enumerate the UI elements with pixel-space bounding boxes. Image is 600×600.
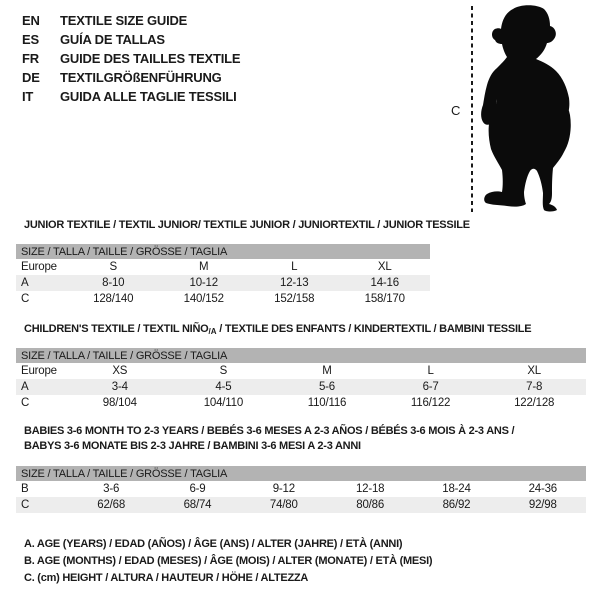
table-cell: 62/68 xyxy=(97,499,126,511)
row-label: B xyxy=(21,483,29,495)
children-table-title xyxy=(24,322,531,339)
table-cell: 6-9 xyxy=(189,483,206,495)
table-cell: 9-12 xyxy=(272,483,295,495)
table-cell: 14-16 xyxy=(370,277,399,289)
table-row xyxy=(16,259,430,275)
table-cell: 122/128 xyxy=(514,397,555,409)
toddler-figure xyxy=(458,2,590,216)
table-cell: 86/92 xyxy=(442,499,471,511)
lang-code: FR xyxy=(22,51,39,66)
lang-label: GUIDE DES TAILLES TEXTILE xyxy=(60,51,241,66)
table-row xyxy=(16,275,430,291)
table-cell: 5-6 xyxy=(318,381,335,393)
row-label: C xyxy=(21,397,30,409)
table-cell: M xyxy=(199,261,209,273)
table-cell: 110/116 xyxy=(307,397,347,409)
table-cell: 3-4 xyxy=(111,381,128,393)
table-cell: 24-36 xyxy=(528,483,558,495)
size-header-band: SIZE / TALLA / TAILLE / GRÖSSE / TAGLIA xyxy=(16,244,430,259)
row-label: Europe xyxy=(21,365,57,377)
lang-code: EN xyxy=(22,13,40,28)
lang-label: GUIDA ALLE TAGLIE TESSILI xyxy=(60,89,237,104)
lang-code: ES xyxy=(22,32,39,47)
children-title-pre: CHILDREN'S TEXTILE / TEXTIL NIÑO xyxy=(24,323,209,335)
table-cell: 3-6 xyxy=(103,483,120,495)
lang-row-es xyxy=(22,30,240,49)
babies-title-line2: BABYS 3-6 MONATE BIS 2-3 JAHRE / BAMBINI 3-6 MESI A 2-3 ANNI xyxy=(24,440,361,452)
lang-row-fr xyxy=(22,49,240,68)
footnote-b: B. AGE (MONTHS) / EDAD (MESES) / ÂGE (MOIS) / ALTER (MONATE) / ETÀ (MESI) xyxy=(24,555,433,567)
table-cell: 12-18 xyxy=(355,483,385,495)
size-header-band: SIZE / TALLA / TAILLE / GRÖSSE / TAGLIA xyxy=(16,466,586,481)
table-row xyxy=(16,497,586,513)
table-cell: 104/110 xyxy=(203,397,244,409)
table-cell: 140/152 xyxy=(183,293,224,305)
size-header-band: SIZE / TALLA / TAILLE / GRÖSSE / TAGLIA xyxy=(16,348,586,363)
babies-table-title xyxy=(24,424,514,454)
lang-label: TEXTILE SIZE GUIDE xyxy=(60,13,188,28)
babies-size-table xyxy=(16,466,586,513)
table-row xyxy=(16,481,586,497)
table-cell: 92/98 xyxy=(528,499,557,511)
lang-row-en xyxy=(22,11,240,30)
table-row xyxy=(16,291,430,307)
lang-label: GUÍA DE TALLAS xyxy=(60,32,165,47)
table-cell: 10-12 xyxy=(189,277,218,289)
footnotes-block xyxy=(24,536,432,587)
row-label: Europe xyxy=(21,261,57,273)
row-label: C xyxy=(21,499,30,511)
lang-code: IT xyxy=(22,89,34,104)
children-title-post: / TEXTILE DES ENFANTS / KINDERTEXTIL / BAMBINI TESSILE xyxy=(216,323,532,335)
table-cell: 116/122 xyxy=(410,397,451,409)
table-row xyxy=(16,363,586,379)
table-cell: S xyxy=(219,365,228,377)
row-label: A xyxy=(21,277,29,289)
toddler-silhouette-svg xyxy=(458,2,590,216)
lang-row-de xyxy=(22,68,240,87)
table-cell: 12-13 xyxy=(280,277,309,289)
junior-table-title: JUNIOR TEXTILE / TEXTIL JUNIOR/ TEXTILE JUNIOR / JUNIORTEXTIL / JUNIOR TESSILE xyxy=(24,219,470,231)
row-label: A xyxy=(21,381,29,393)
table-cell: 18-24 xyxy=(442,483,471,495)
height-measure-label: C xyxy=(451,103,461,118)
footnote-a: A. AGE (YEARS) / EDAD (AÑOS) / ÂGE (ANS) / ALTER (JAHRE) / ETÀ (ANNI) xyxy=(24,538,403,550)
table-cell: M xyxy=(322,365,332,377)
children-title-sub: /A xyxy=(208,327,217,336)
table-cell: 158/170 xyxy=(364,293,405,305)
table-cell: 98/104 xyxy=(102,397,137,409)
lang-label: TEXTILGRÖßENFÜHRUNG xyxy=(60,70,222,85)
babies-title-line1: BABIES 3-6 MONTH TO 2-3 YEARS / BEBÉS 3-6 MESES A 2-3 AÑOS / BÉBÉS 3-6 MOIS À 2-3 ANS / xyxy=(24,425,515,437)
table-cell: XL xyxy=(527,365,541,377)
table-cell: 7-8 xyxy=(526,381,543,393)
table-cell: 8-10 xyxy=(102,277,125,289)
table-cell: 80/86 xyxy=(356,499,385,511)
table-cell: 6-7 xyxy=(422,381,439,393)
table-row xyxy=(16,379,586,395)
table-cell: 128/140 xyxy=(93,293,134,305)
table-cell: 68/74 xyxy=(183,499,212,511)
children-size-table xyxy=(16,348,586,411)
table-cell: S xyxy=(109,261,117,273)
table-cell: 152/158 xyxy=(274,293,315,305)
table-cell: XS xyxy=(112,365,128,377)
toddler-silhouette xyxy=(481,5,571,211)
lang-code: DE xyxy=(22,70,40,85)
table-cell: L xyxy=(427,365,434,377)
table-row xyxy=(16,395,586,411)
table-cell: 4-5 xyxy=(215,381,232,393)
language-title-block xyxy=(22,11,240,106)
row-label: C xyxy=(21,293,30,305)
table-cell: 74/80 xyxy=(269,499,298,511)
lang-row-it xyxy=(22,87,240,106)
table-cell: XL xyxy=(377,261,392,273)
junior-size-table xyxy=(16,244,430,307)
footnote-c: C. (cm) HEIGHT / ALTURA / HAUTEUR / HÖHE / ALTEZZA xyxy=(24,572,309,584)
table-cell: L xyxy=(291,261,298,273)
